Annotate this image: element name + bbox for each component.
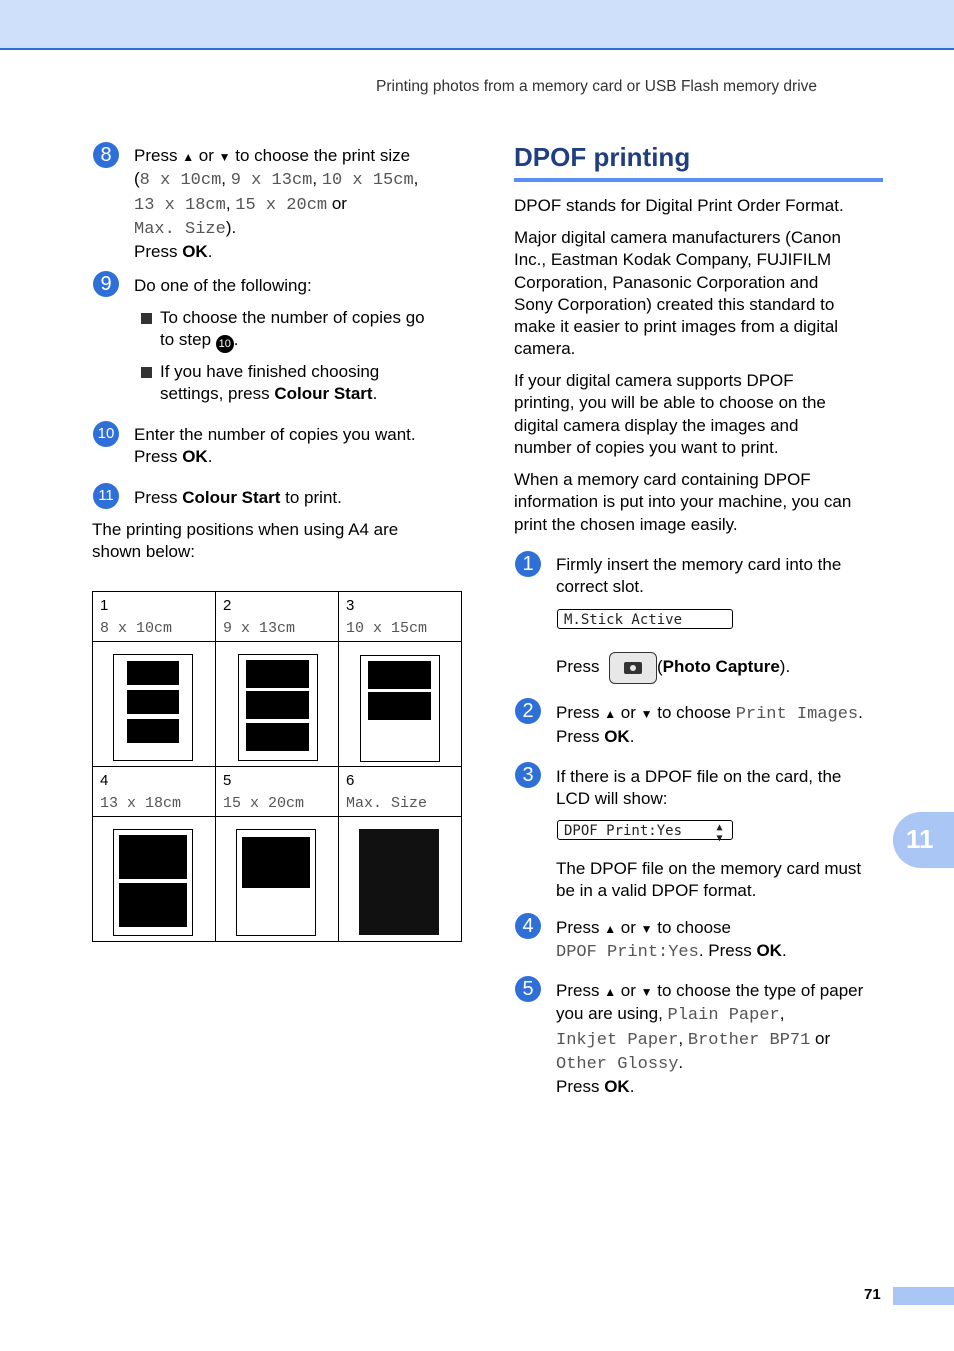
table-cell: 3 10 x 15cm <box>339 592 462 642</box>
step-number: 11 <box>93 483 119 509</box>
step-number: 5 <box>515 976 541 1002</box>
table-cell: 5 15 x 20cm <box>216 767 339 817</box>
photo-capture-button[interactable] <box>609 652 657 684</box>
step-10-text: Enter the number of copies you want. Press OK. <box>134 425 416 467</box>
paragraph: Major digital camera manufacturers (Canon Inc., Eastman Kodak Company, FUJIFILM Corporation, Panasonic Corporation and Sony Corporation) created this standard to make it easier to print images from a digital camera. <box>514 228 841 359</box>
step-8-text: Press ▲ or ▼ to choose the print size (8 x 10cm, 9 x 13cm, 10 x 15cm, 13 x 18cm, 15 x 20cm or Max. Size). Press OK. <box>134 146 419 262</box>
step-number: 4 <box>515 913 541 939</box>
table-cell: 1 8 x 10cm <box>93 592 216 642</box>
step-9-text: Do one of the following: <box>134 276 312 295</box>
step-number: 1 <box>515 551 541 577</box>
chapter-tab: 11 <box>893 812 954 868</box>
page-number: 71 <box>864 1286 881 1303</box>
photo-capture-label: (Photo Capture). <box>657 657 791 676</box>
layout-diagram-2 <box>216 642 338 766</box>
table-cell: 2 9 x 13cm <box>216 592 339 642</box>
press-photo-capture: Press <box>556 657 600 676</box>
step-number: 10 <box>93 421 119 447</box>
table-cell: 6 Max. Size <box>339 767 462 817</box>
page-number-bar <box>893 1287 954 1305</box>
step-number: 9 <box>93 271 119 297</box>
step-11-text: Press Colour Start to print. <box>134 488 342 507</box>
paragraph: DPOF stands for Digital Print Order Format. <box>514 196 844 215</box>
layout-diagram-6 <box>339 817 461 941</box>
heading-rule <box>514 178 883 182</box>
table-cell: 4 13 x 18cm <box>93 767 216 817</box>
positions-intro: The printing positions when using A4 are shown below: <box>92 520 399 562</box>
step-1-text: Firmly insert the memory card into the correct slot. <box>556 555 842 597</box>
step-3-text: If there is a DPOF file on the card, the LCD will show: <box>556 767 842 809</box>
section-heading: DPOF printing <box>514 142 691 172</box>
layout-diagram-4 <box>93 817 215 941</box>
step-5-text: Press ▲ or ▼ to choose the type of paper you are using, Plain Paper, Inkjet Paper, Brother BP71 or Other Glossy. Press OK. <box>556 981 864 1097</box>
layout-diagram-3 <box>339 642 461 766</box>
step-number: 8 <box>93 142 119 168</box>
step-3-note: The DPOF file on the memory card must be in a valid DPOF format. <box>556 859 862 901</box>
list-item: To choose the number of copies go to step 10 . <box>160 307 470 353</box>
paragraph: If your digital camera supports DPOF printing, you will be able to choose on the digital camera display the images and number of copies you want to print. <box>514 371 826 457</box>
print-positions-table <box>92 591 462 942</box>
list-item: If you have finished choosing settings, press Colour Start. <box>160 361 470 406</box>
step-4-text: Press ▲ or ▼ to choose DPOF Print:Yes. Press OK. <box>556 918 787 963</box>
up-down-arrow-icon: ▲▼ <box>714 822 725 844</box>
layout-diagram-5 <box>216 817 338 941</box>
lcd-display: M.Stick Active <box>557 609 733 629</box>
step-number: 2 <box>515 698 541 724</box>
layout-diagram-1 <box>93 642 215 766</box>
running-header: Printing photos from a memory card or USB Flash memory drive <box>376 78 818 95</box>
step-2-text: Press ▲ or ▼ to choose Print Images. Press OK. <box>556 703 863 747</box>
paragraph: When a memory card containing DPOF information is put into your machine, you can print the chosen image easily. <box>514 470 852 534</box>
top-banner <box>0 0 954 50</box>
step-number: 3 <box>515 762 541 788</box>
lcd-display: DPOF Print:Yes ▲▼ <box>557 820 733 840</box>
